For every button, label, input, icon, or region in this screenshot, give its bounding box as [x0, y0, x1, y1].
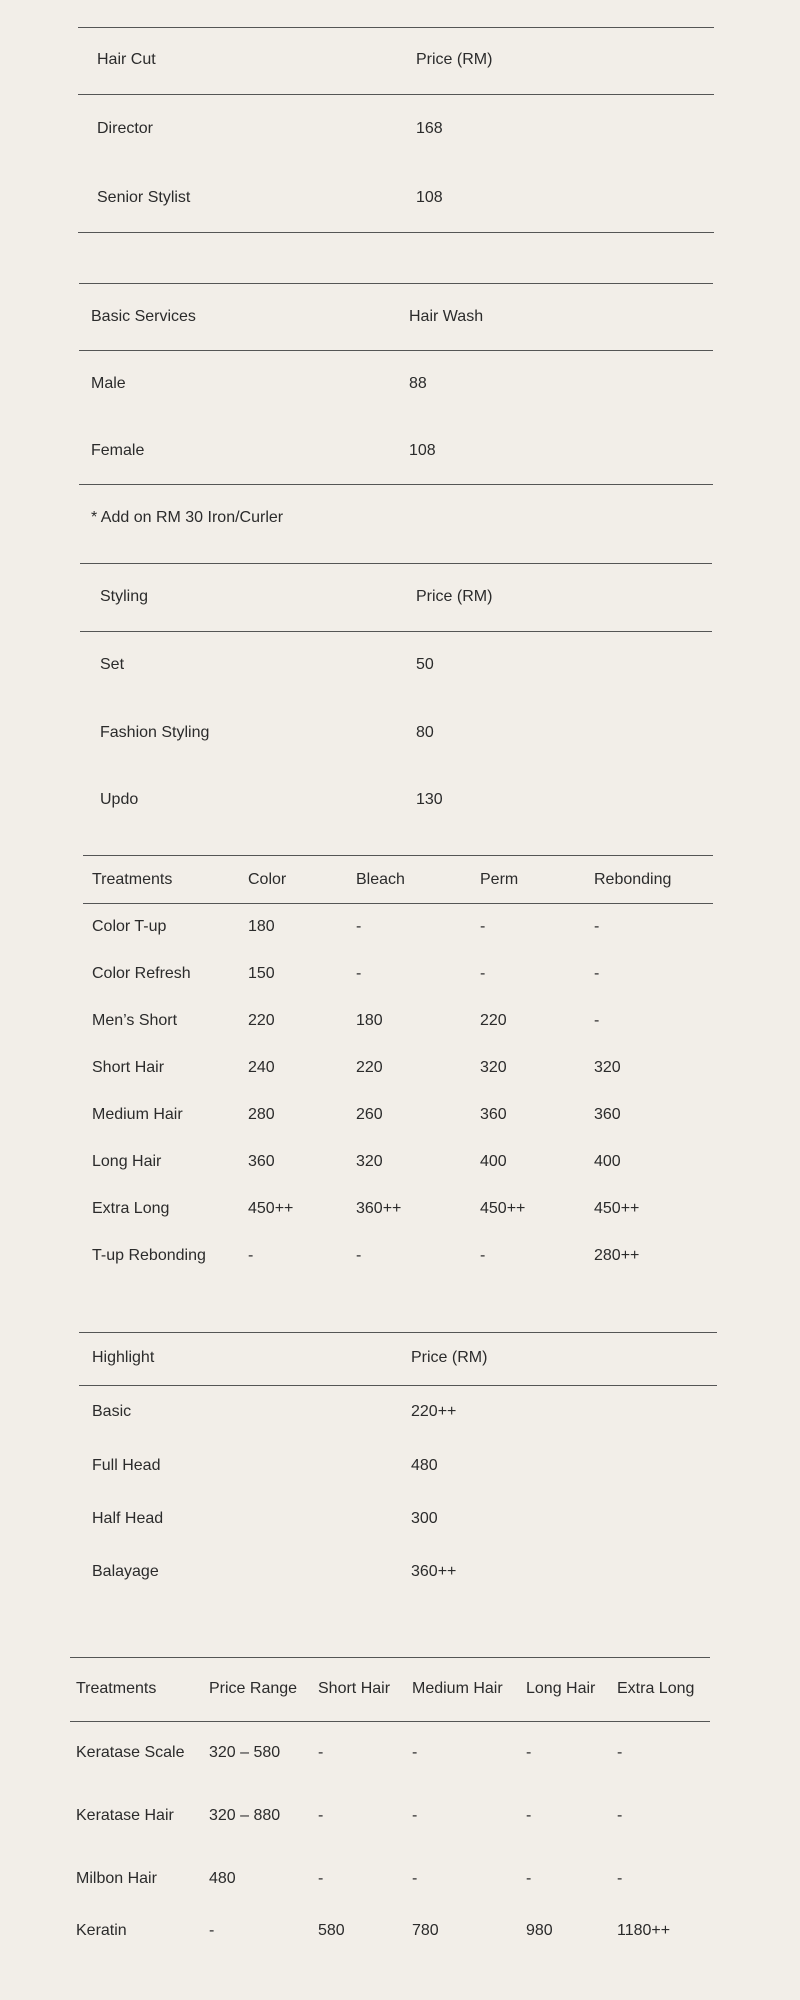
table-cell: Male: [91, 375, 126, 392]
table-cell: 80: [416, 724, 434, 741]
header-cell: Treatments: [92, 871, 173, 888]
table-cell: 320: [356, 1153, 383, 1170]
table-cell: 320: [480, 1059, 507, 1076]
table-cell: -: [480, 918, 486, 935]
header-cell: Styling: [100, 588, 149, 605]
table-cell: 220: [356, 1059, 383, 1076]
divider: [70, 1657, 710, 1658]
divider: [83, 855, 713, 856]
header-cell: Hair Cut: [97, 51, 156, 68]
table-cell: Men’s Short: [92, 1012, 178, 1029]
table-cell: -: [526, 1870, 532, 1887]
table-cell: Balayage: [92, 1563, 159, 1580]
header-cell: Medium Hair: [412, 1680, 503, 1697]
table-cell: 300: [411, 1510, 438, 1527]
basic-services-table: [79, 283, 713, 563]
table-cell: 360++: [411, 1563, 457, 1580]
table-cell: Milbon Hair: [76, 1870, 157, 1887]
table-cell: -: [617, 1744, 623, 1761]
header-cell: Price (RM): [416, 588, 493, 605]
table-cell: -: [617, 1807, 623, 1824]
divider: [79, 1385, 717, 1386]
table-cell: 400: [480, 1153, 507, 1170]
table-cell: -: [248, 1247, 254, 1264]
divider: [83, 903, 713, 904]
treatments-table: [83, 855, 713, 1275]
header-cell: Highlight: [92, 1349, 155, 1366]
table-cell: 150: [248, 965, 275, 982]
table-cell: Keratase Hair: [76, 1807, 174, 1824]
header-cell: Rebonding: [594, 871, 672, 888]
header-cell: Color: [248, 871, 287, 888]
table-cell: -: [594, 965, 600, 982]
table-cell: Medium Hair: [92, 1106, 183, 1123]
table-cell: -: [526, 1807, 532, 1824]
table-cell: -: [480, 1247, 486, 1264]
table-cell: -: [594, 1012, 600, 1029]
table-cell: 360++: [356, 1200, 402, 1217]
divider: [79, 350, 713, 351]
table-cell: 1180++: [617, 1922, 671, 1939]
haircut-table: [78, 27, 714, 233]
table-cell: 450++: [594, 1200, 640, 1217]
table-cell: Color T-up: [92, 918, 167, 935]
table-cell: -: [318, 1807, 324, 1824]
table-cell: Keratase Scale: [76, 1744, 185, 1761]
table-cell: Half Head: [92, 1510, 164, 1527]
table-cell: 320 – 580: [209, 1744, 281, 1761]
table-cell: -: [412, 1807, 418, 1824]
table-cell: 320 – 880: [209, 1807, 281, 1824]
table-cell: Keratin: [76, 1922, 127, 1939]
table-cell: -: [526, 1744, 532, 1761]
table-cell: 400: [594, 1153, 621, 1170]
table-cell: Updo: [100, 791, 139, 808]
table-cell: -: [480, 965, 486, 982]
table-cell: 280++: [594, 1247, 640, 1264]
table-cell: Basic: [92, 1403, 132, 1420]
table-cell: 360: [594, 1106, 621, 1123]
header-cell: Extra Long: [617, 1680, 695, 1697]
header-cell: Bleach: [356, 871, 405, 888]
table-cell: 220: [480, 1012, 507, 1029]
header-cell: Long Hair: [526, 1680, 596, 1697]
divider: [80, 563, 712, 564]
divider: [80, 631, 712, 632]
table-cell: 450++: [480, 1200, 526, 1217]
table-cell: -: [412, 1870, 418, 1887]
table-cell: Color Refresh: [92, 965, 191, 982]
table-cell: 580: [318, 1922, 345, 1939]
table-cell: Director: [97, 120, 154, 137]
table-cell: 480: [209, 1870, 236, 1887]
table-cell: 360: [480, 1106, 507, 1123]
table-cell: T-up Rebonding: [92, 1247, 206, 1264]
highlight-table: [79, 1332, 717, 1592]
header-cell: Perm: [480, 871, 519, 888]
table-cell: 180: [356, 1012, 383, 1029]
table-cell: 108: [409, 442, 436, 459]
table-cell: 130: [416, 791, 443, 808]
table-cell: 980: [526, 1922, 553, 1939]
table-cell: 180: [248, 918, 275, 935]
table-cell: -: [209, 1922, 215, 1939]
divider: [79, 283, 713, 284]
header-cell: Short Hair: [318, 1680, 391, 1697]
table-cell: 240: [248, 1059, 275, 1076]
table-cell: 360: [248, 1153, 275, 1170]
table-cell: 280: [248, 1106, 275, 1123]
table-cell: 260: [356, 1106, 383, 1123]
table-cell: 168: [416, 120, 443, 137]
header-cell: Basic Services: [91, 308, 196, 325]
table-cell: 220++: [411, 1403, 457, 1420]
table-cell: -: [356, 918, 362, 935]
table-cell: -: [318, 1870, 324, 1887]
table-cell: -: [356, 965, 362, 982]
table-cell: -: [356, 1247, 362, 1264]
header-cell: Hair Wash: [409, 308, 484, 325]
header-cell: Price (RM): [416, 51, 493, 68]
divider: [79, 1332, 717, 1333]
table-cell: 108: [416, 189, 443, 206]
divider: [70, 1721, 710, 1722]
table-cell: Set: [100, 656, 125, 673]
header-cell: Treatments: [76, 1680, 157, 1697]
styling-table: [80, 563, 712, 823]
table-cell: 780: [412, 1922, 439, 1939]
table-cell: 320: [594, 1059, 621, 1076]
table-cell: Short Hair: [92, 1059, 165, 1076]
table-cell: Long Hair: [92, 1153, 162, 1170]
table-cell: -: [594, 918, 600, 935]
table-cell: Fashion Styling: [100, 724, 210, 741]
table-cell: 450++: [248, 1200, 294, 1217]
table-cell: 220: [248, 1012, 275, 1029]
add-on-note: * Add on RM 30 Iron/Curler: [91, 509, 284, 526]
divider: [79, 484, 713, 485]
table-cell: Female: [91, 442, 145, 459]
header-cell: Price (RM): [411, 1349, 488, 1366]
divider: [78, 232, 714, 233]
table-cell: 480: [411, 1457, 438, 1474]
table-cell: Extra Long: [92, 1200, 170, 1217]
table-cell: -: [617, 1870, 623, 1887]
table-cell: 88: [409, 375, 427, 392]
table-cell: 50: [416, 656, 434, 673]
divider: [78, 27, 714, 28]
table-cell: -: [412, 1744, 418, 1761]
table-cell: Senior Stylist: [97, 189, 191, 206]
divider: [78, 94, 714, 95]
table-cell: Full Head: [92, 1457, 161, 1474]
table-cell: -: [318, 1744, 324, 1761]
header-cell: Price Range: [209, 1680, 298, 1697]
hair-treatments-table: [70, 1657, 710, 1947]
